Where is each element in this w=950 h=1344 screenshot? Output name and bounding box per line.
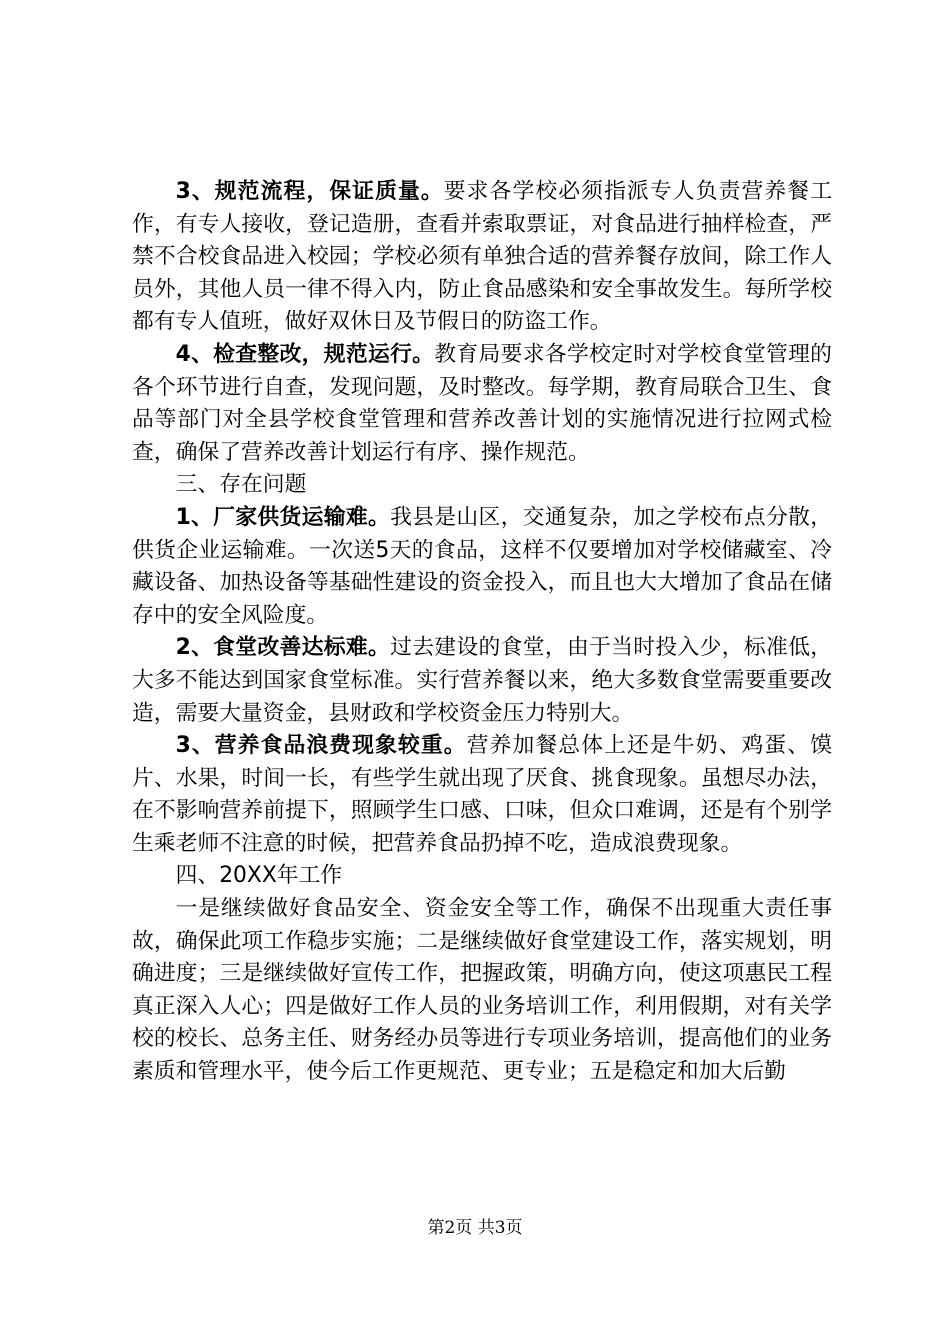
paragraph <box>132 502 832 632</box>
paragraph-lead: 3、营养食品浪费现象较重。 <box>175 733 467 759</box>
paragraph <box>132 730 832 860</box>
paragraph-text: 营养加餐总体上还是牛奶、鸡蛋、馍片、水果，时间一长，有些学生就出现了厌食、挑食现象。虽想尽办法，在不影响营养前提下，照顾学生口感、口味，但众口难调，还是有个别学生乘老师不注意的时候，把营养食品扔掉不吃，造成浪费现象。 <box>132 733 832 856</box>
paragraph-lead: 3、规范流程，保证质量。 <box>175 179 444 204</box>
paragraph <box>132 339 832 469</box>
section-heading: 四、20XX年工作 <box>175 863 343 889</box>
paragraph-lead: 2、食堂改善达标难。 <box>175 635 391 661</box>
paragraph-text: 要求各学校必须指派专人负责营养餐工作，有专人接收，登记造册，查看并索取票证，对食品进行抽样检查，严禁不合校食品进入校园；学校必须有单独合适的营养餐存放间，除工作人员外，其他人员一律不得入内，防止食品感染和安全事故发生。每所学校都有专人值班，做好双休日及节假日的防盗工作。 <box>132 179 832 335</box>
paragraph-lead: 4、检查整改，规范运行。 <box>175 341 435 367</box>
paragraph <box>132 893 832 1089</box>
paragraph-text: 我县是山区，交通复杂，加之学校布点分散，供货企业运输难。一次送5天的食品，这样不仅要增加对学校储藏室、冷藏设备、加热设备等基础性建设的资金投入，而且也大大增加了食品在储存中的安全风险度。 <box>132 504 832 628</box>
paragraph-lead: 1、厂家供货运输难。 <box>175 504 391 530</box>
paragraph-text: 一是继续做好食品安全、资金安全等工作，确保不出现重大责任事故，确保此项工作稳步实施；二是继续做好食堂建设工作，落实规划，明确进度；三是继续做好宣传工作，把握政策，明确方向，使这项惠民工程真正深入人心；四是做好工作人员的业务培训工作，利用假期，对有关学校的校长、总务主任、财务经办员等进行专项业务培训，提高他们的业务素质和管理水平，使今后工作更规范、更专业；五是稳定和加大后勤 <box>132 896 832 1085</box>
paragraph-text: 过去建设的食堂，由于当时投入少，标准低，大多不能达到国家食堂标准。实行营养餐以来，绝大多数食堂需要重要改造，需要大量资金，县财政和学校资金压力特别大。 <box>132 635 832 726</box>
document-body <box>132 176 832 1089</box>
page-footer: 第2页 共3页 <box>427 1218 523 1238</box>
paragraph-text: 教育局要求各学校定时对学校食堂管理的各个环节进行自查，发现问题，及时整改。每学期，教育局联合卫生、食品等部门对全县学校食堂管理和营养改善计划的实施情况进行拉网式检查，确保了营养改善计划运行有序、操作规范。 <box>132 341 832 465</box>
section-heading: 三、存在问题 <box>175 472 307 498</box>
paragraph <box>132 176 832 339</box>
paragraph <box>132 632 832 730</box>
